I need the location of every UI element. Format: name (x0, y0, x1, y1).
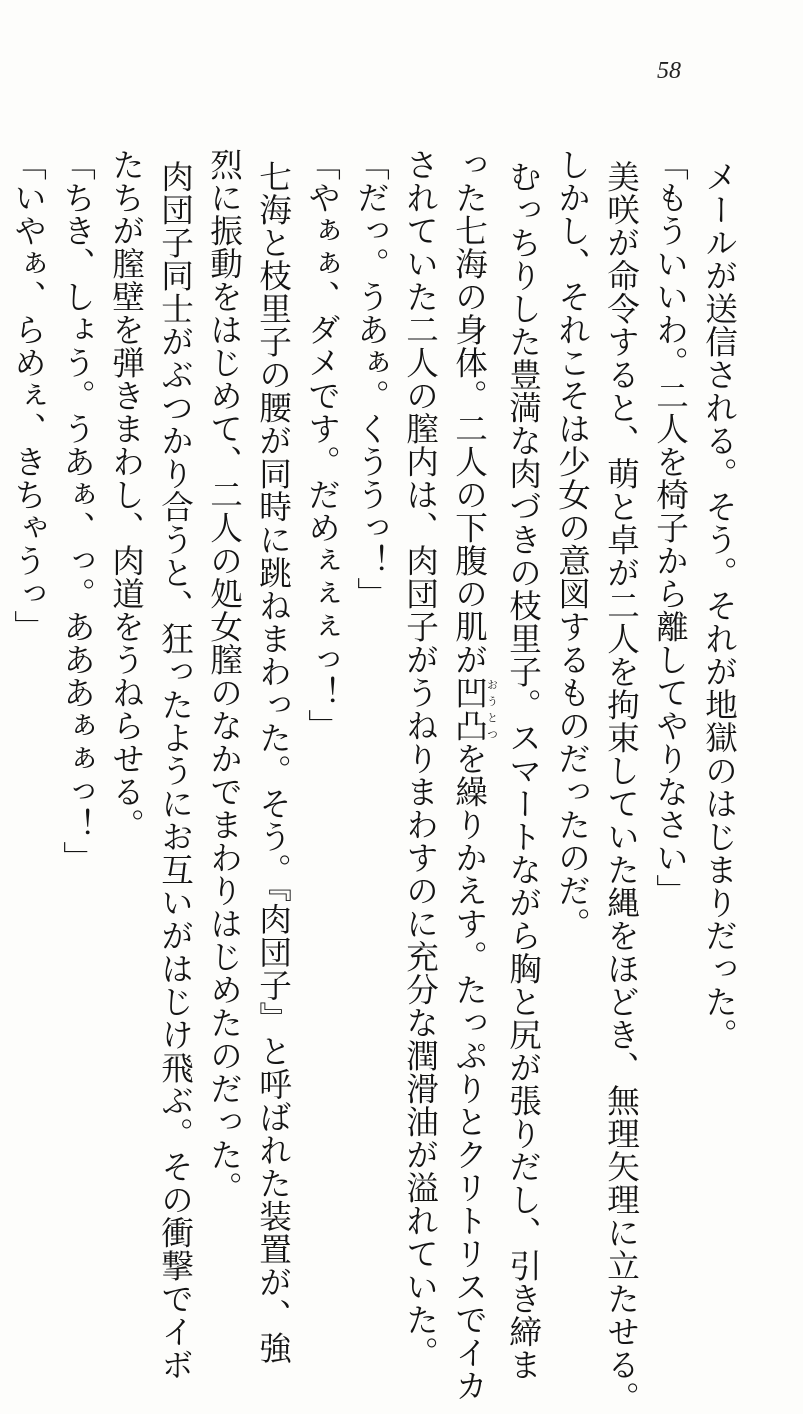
text-line: されていた二人の膣内は、肉団子がうねりまわすのに充分な潤滑油が溢れていた。 (401, 148, 439, 1369)
ruby-reading: おうとつ (485, 675, 499, 742)
text-line: 肉団子同士がぶつかり合うと、狂ったようにお互いがはじけ飛ぶ。その衝撃でイボ (156, 160, 194, 1381)
text-line: 「やぁぁ、ダメです。だめぇぇぇっ！」 (303, 148, 341, 742)
text-line: 烈に振動をはじめて、二人の処女膣のなかでまわりはじめたのだった。 (205, 148, 243, 1204)
ruby-base: 凹凸 (450, 675, 488, 742)
text-line-with-ruby (444, 148, 499, 1402)
text-line: しかし、それこそは少女の意図するものだったのだ。 (553, 148, 591, 940)
novel-text-body (0, 148, 743, 1414)
text-line (0, 148, 3, 1158)
text-line: 「いやぁ、らめぇ、きちゃうっ」 (9, 148, 47, 643)
text-line: 「だっ。うあぁ。くううっ！」 (352, 148, 390, 610)
text-line: 「もういいわ。二人を椅子から離してやりなさい」 (651, 148, 689, 907)
text-line: 「ちき、しょう。うあぁ、っ。あああぁぁっ！」 (58, 148, 96, 874)
text-segment: を繰りかえす。たっぷりとクリトリスでイカ (450, 741, 488, 1402)
ruby-annotation (450, 675, 499, 742)
text-line: むっちりした豊満な肉づきの枝里子。スマートながら胸と尻が張りだし、引き締ま (504, 160, 542, 1381)
text-line: メールが送信される。そう。それが地獄のはじまりだった。 (700, 160, 738, 1051)
text-line: 美咲が命令すると、萌と卓が二人を拘束していた縄をほどき、無理矢理に立たせる。 (602, 160, 640, 1414)
page-number: 58 (657, 58, 681, 84)
text-line: たちが膣壁を弾きまわし、肉道をうねらせる。 (107, 148, 145, 841)
text-segment: った七海の身体。二人の下腹の肌が (450, 148, 488, 676)
text-line: 七海と枝里子の腰が同時に跳ねまわった。そう。『肉団子』と呼ばれた装置が、強 (254, 160, 292, 1365)
